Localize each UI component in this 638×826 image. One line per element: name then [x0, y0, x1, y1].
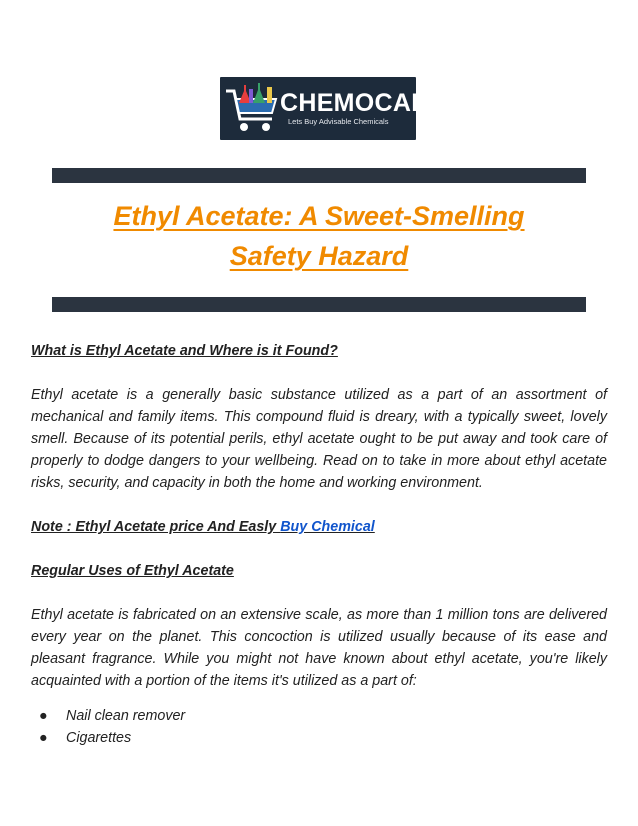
- list-item-label: Nail clean remover: [66, 708, 186, 724]
- logo-tagline: Lets Buy Advisable Chemicals: [288, 117, 389, 126]
- uses-list: [31, 705, 607, 749]
- buy-chemical-link[interactable]: Buy Chemical: [280, 519, 375, 535]
- section-paragraph-what-is: Ethyl acetate is a generally basic substance utilized as a part of an assortment of mechanical and family items. This compound fluid is dreary, with a typically sweet, lovely smell. Because of its potential perils, ethyl acetate ought to be put away and took care of properly to dodge dangers to your wellbeing. Read on to take in more about ethyl acetate risks, security, and capacity in both the home and working environment.: [31, 387, 607, 491]
- list-item-label: Cigarettes: [66, 730, 132, 746]
- list-item: [31, 705, 607, 727]
- bullet-icon: ●: [39, 730, 48, 746]
- page-title: [40, 196, 598, 276]
- section-heading-what-is: What is Ethyl Acetate and Where is it Found?: [31, 343, 338, 359]
- title-line-2: Safety Hazard: [229, 241, 409, 271]
- cart-with-chemicals-icon: [224, 81, 282, 137]
- note-line: [31, 516, 607, 538]
- divider-bar-top: [52, 168, 586, 183]
- divider-bar-bottom: [52, 297, 586, 312]
- article-body: [31, 340, 607, 749]
- title-line-1: Ethyl Acetate: A Sweet-Smelling: [113, 201, 525, 231]
- note-text: Note : Ethyl Acetate price And Easly: [31, 519, 281, 535]
- logo-brand: CHEMOCART: [280, 89, 446, 117]
- list-item: [31, 727, 607, 749]
- section-paragraph-regular-uses: Ethyl acetate is fabricated on an extensive scale, as more than 1 million tons are delivered every year on the planet. This concoction is utilized usually because of its ease and pleasant fragrance. While you might not have known about ethyl acetate, you're likely acquainted with a portion of the items it's utilized as a part of:: [31, 607, 607, 689]
- chemocart-logo: [220, 77, 446, 140]
- section-heading-regular-uses: Regular Uses of Ethyl Acetate: [31, 563, 234, 579]
- bullet-icon: ●: [39, 708, 48, 724]
